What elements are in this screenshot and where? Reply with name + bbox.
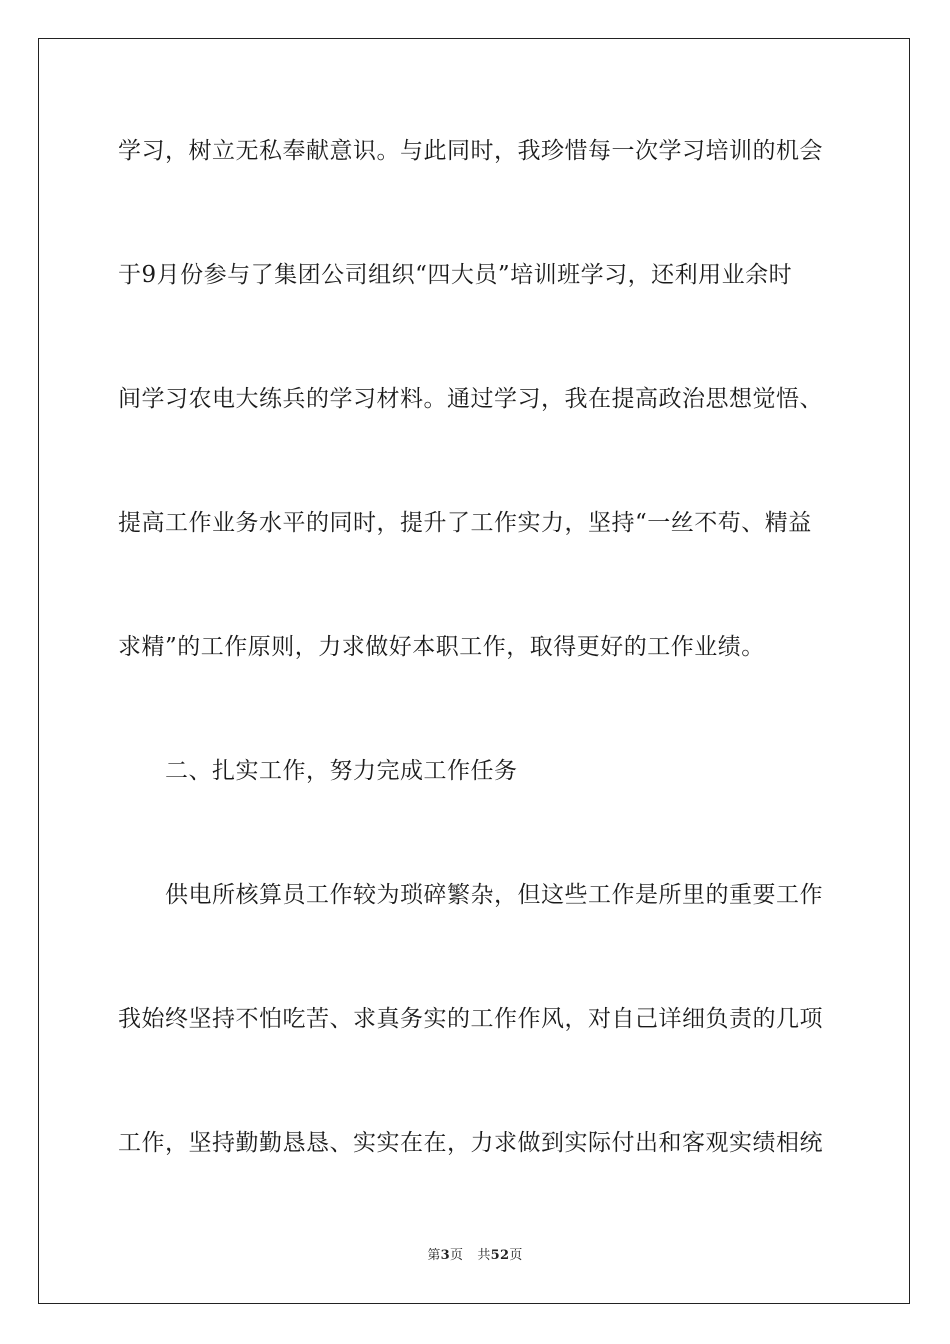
paragraph-line: 供电所核算员工作较为琐碎繁杂，但这些工作是所里的重要工作 [165,882,823,908]
paragraph-line: 学习，树立无私奉献意识。与此同时，我珍惜每一次学习培训的机会 [118,138,823,164]
page-footer [0,1247,950,1265]
page-number: 3 [440,1248,451,1263]
paragraph-line: 我始终坚持不怕吃苦、求真务实的工作作风，对自己详细负责的几项 [118,1006,823,1032]
total-prefix: 共 [477,1248,491,1263]
paragraph-line: 求精”的工作原则，力求做好本职工作，取得更好的工作业绩。 [118,634,765,660]
total-pages: 52 [490,1248,510,1263]
section-heading: 二、扎实工作，努力完成工作任务 [165,758,518,784]
page-border [38,38,910,1304]
paragraph-line: 提高工作业务水平的同时，提升了工作实力，坚持“一丝不苟、精益 [118,510,812,536]
page-prefix: 第 [427,1248,441,1263]
paragraph-line: 于9月份参与了集团公司组织“四大员”培训班学习，还利用业余时 [118,262,793,288]
paragraph-line: 间学习农电大练兵的学习材料。通过学习，我在提高政治思想觉悟、 [118,386,823,412]
page-suffix: 页 [450,1248,464,1263]
total-suffix: 页 [509,1248,523,1263]
paragraph-line: 工作，坚持勤勤恳恳、实实在在，力求做到实际付出和客观实绩相统 [118,1130,823,1156]
